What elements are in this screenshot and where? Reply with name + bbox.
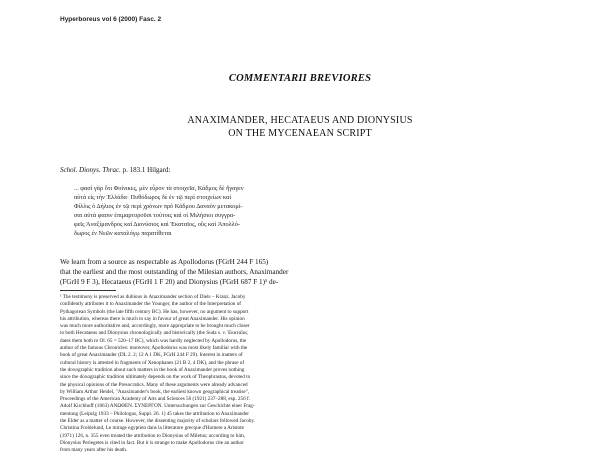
footnote-line: dates them both to Ol. 65 = 520–17 BC), which was hardly neglected by Apollodorus, the bbox=[60, 337, 247, 344]
footnote-line: from many years after his death. bbox=[60, 447, 128, 454]
quote-line: Φίλλις ὁ Δήλιος ἐν τῷ περὶ χρόνων πρὸ Κάδμου Δαναὸν μετακομί- bbox=[74, 203, 243, 210]
citation-work: Schol. Dionys. Thrac. bbox=[60, 166, 121, 174]
article-title-line-2: ON THE MYCENAEAN SCRIPT bbox=[228, 128, 372, 139]
quote-line: αὐτὰ εἰς τὴν Ἑλλάδα· Πυθόδωρος δὲ ἐν τῷ περὶ στοιχείων καὶ bbox=[74, 194, 232, 201]
footnote-line: to both Hecataeus and Dionysius chronologically and historically (the Suda s. v. Ἑκαταῖος bbox=[60, 330, 248, 337]
footnote-line: Proceedings of the American Academy of Arts and Sciences 56 (1921) 237–288, esp. 256 f. bbox=[60, 396, 251, 403]
footnote-line: Adolf Kirchhoff (1863) ANΩΘEN. ΣΥΝΕΡΓΟΝ. Untersuchungen zur Geschichte einer Frag- bbox=[60, 403, 255, 410]
footnote-line: since the doxographic tradition ultimately depends on the work of Theophrastus, devoted to bbox=[60, 374, 251, 381]
running-head: Hyperboreus vol 6 (2000) Fasc. 2 bbox=[60, 16, 162, 23]
quote-line: ... φασὶ γὰρ ὅτι Φοίνικες, μὲν εὗρον τὰ στοιχεῖα, Κάδμος δὲ ἤγαγεν bbox=[74, 185, 244, 192]
footnote-line: cultural history is attested in fragments of Xenophanes (21 B 2, 4 DK), and the phrase of bbox=[60, 359, 245, 366]
quote-line: δωρος ἐν Νεῶν καταλόγῳ παρατίθεται bbox=[74, 230, 172, 237]
footnote-line: Dionysius Periegetes is cited in fact. But it is strange to make Apollodorus cite an author bbox=[60, 439, 244, 446]
footnote-line: the doxographic tradition about such matters in the book of Anaximander proves nothing bbox=[60, 366, 245, 373]
greek-quotation bbox=[74, 184, 374, 238]
footnote-line: book of great Anaximander (DL 2. 2; 12 A 1 DK, FGrH 244 F 29). Interest in matters of bbox=[60, 352, 243, 359]
body-line: We learn from a source as respectable as Apollodorus (FGrH 244 F 165) bbox=[60, 258, 269, 266]
source-citation bbox=[60, 166, 170, 174]
footnote-divider bbox=[60, 290, 116, 291]
citation-reference: p. 183.1 Hilgard: bbox=[122, 166, 171, 174]
footnote bbox=[60, 294, 376, 455]
body-line: that the earliest and the most outstanding of the Milesian authors, Anaximander bbox=[60, 268, 289, 276]
footnote-line: (1971) 126, n. 355 even treated the attribution to Dionysius of Miletus; according to him, bbox=[60, 432, 246, 439]
body-line: (FGrH 9 F 3), Hecataeus (FGrH 1 F 20) and Dionysius (FGrH 687 F 1)¹ de- bbox=[60, 278, 279, 286]
article-title bbox=[0, 114, 600, 140]
footnote-line: author of the famous Chronicles: moreover, Apollodorus was most likely familiar with the bbox=[60, 345, 248, 352]
footnote-line: by William Arthur Heidel, "Anaximander's book, the earliest known geographical treatise", bbox=[60, 388, 250, 395]
footnote-line: his attribution, whereas there is much to say in favour of great Anaximander. His opinion bbox=[60, 315, 245, 322]
quote-line: σαι αὐτά φασιν ἐπιμαρτυροῦσι τούτοις καὶ οἱ Μιλήσιοι συγγρα- bbox=[74, 212, 236, 219]
footnote-line: Christina Frohlelund, Le mirage egyptien dans la litterature grecque d'Homere a Aristote bbox=[60, 425, 244, 432]
body-paragraph bbox=[60, 257, 376, 287]
footnote-line: was much more authoritative and, accordingly, more appropriate to be brought much closer bbox=[60, 323, 250, 330]
quote-line: φεῖς Ἀναξίμανδρος καὶ Διονύσιος καὶ Ἑκαταῖος, οὓς καὶ Ἀπολλό- bbox=[74, 221, 240, 228]
footnote-line: Pythagorean Symbols (the late fifth century BC). He has, however, no argument to support bbox=[60, 308, 249, 315]
footnote-line: ¹ The testimony is preserved as dubious in Anaximander section of Diels – Kranz. Jacoby bbox=[60, 294, 246, 300]
footnote-line: mentung (Leipzig 1933 – Philologus, Suppl. 26. 1) 45 takes the attribution to Anaximander bbox=[60, 410, 250, 417]
section-title: COMMENTARII BREVIORES bbox=[228, 73, 372, 84]
article-title-line-1: ANAXIMANDER, HECATAEUS AND DIONYSIUS bbox=[187, 115, 413, 126]
footnote-line: the physical opinions of the Presocratics. Many of these arguments were already advanced bbox=[60, 381, 248, 388]
footnote-line: the Elder as a matter of course. However, the dissenting majority of scholars followed Jacoby. bbox=[60, 418, 255, 425]
footnote-line: confidently attributes it to Anaximander the Younger, the author of the Interpretation of bbox=[60, 301, 242, 308]
